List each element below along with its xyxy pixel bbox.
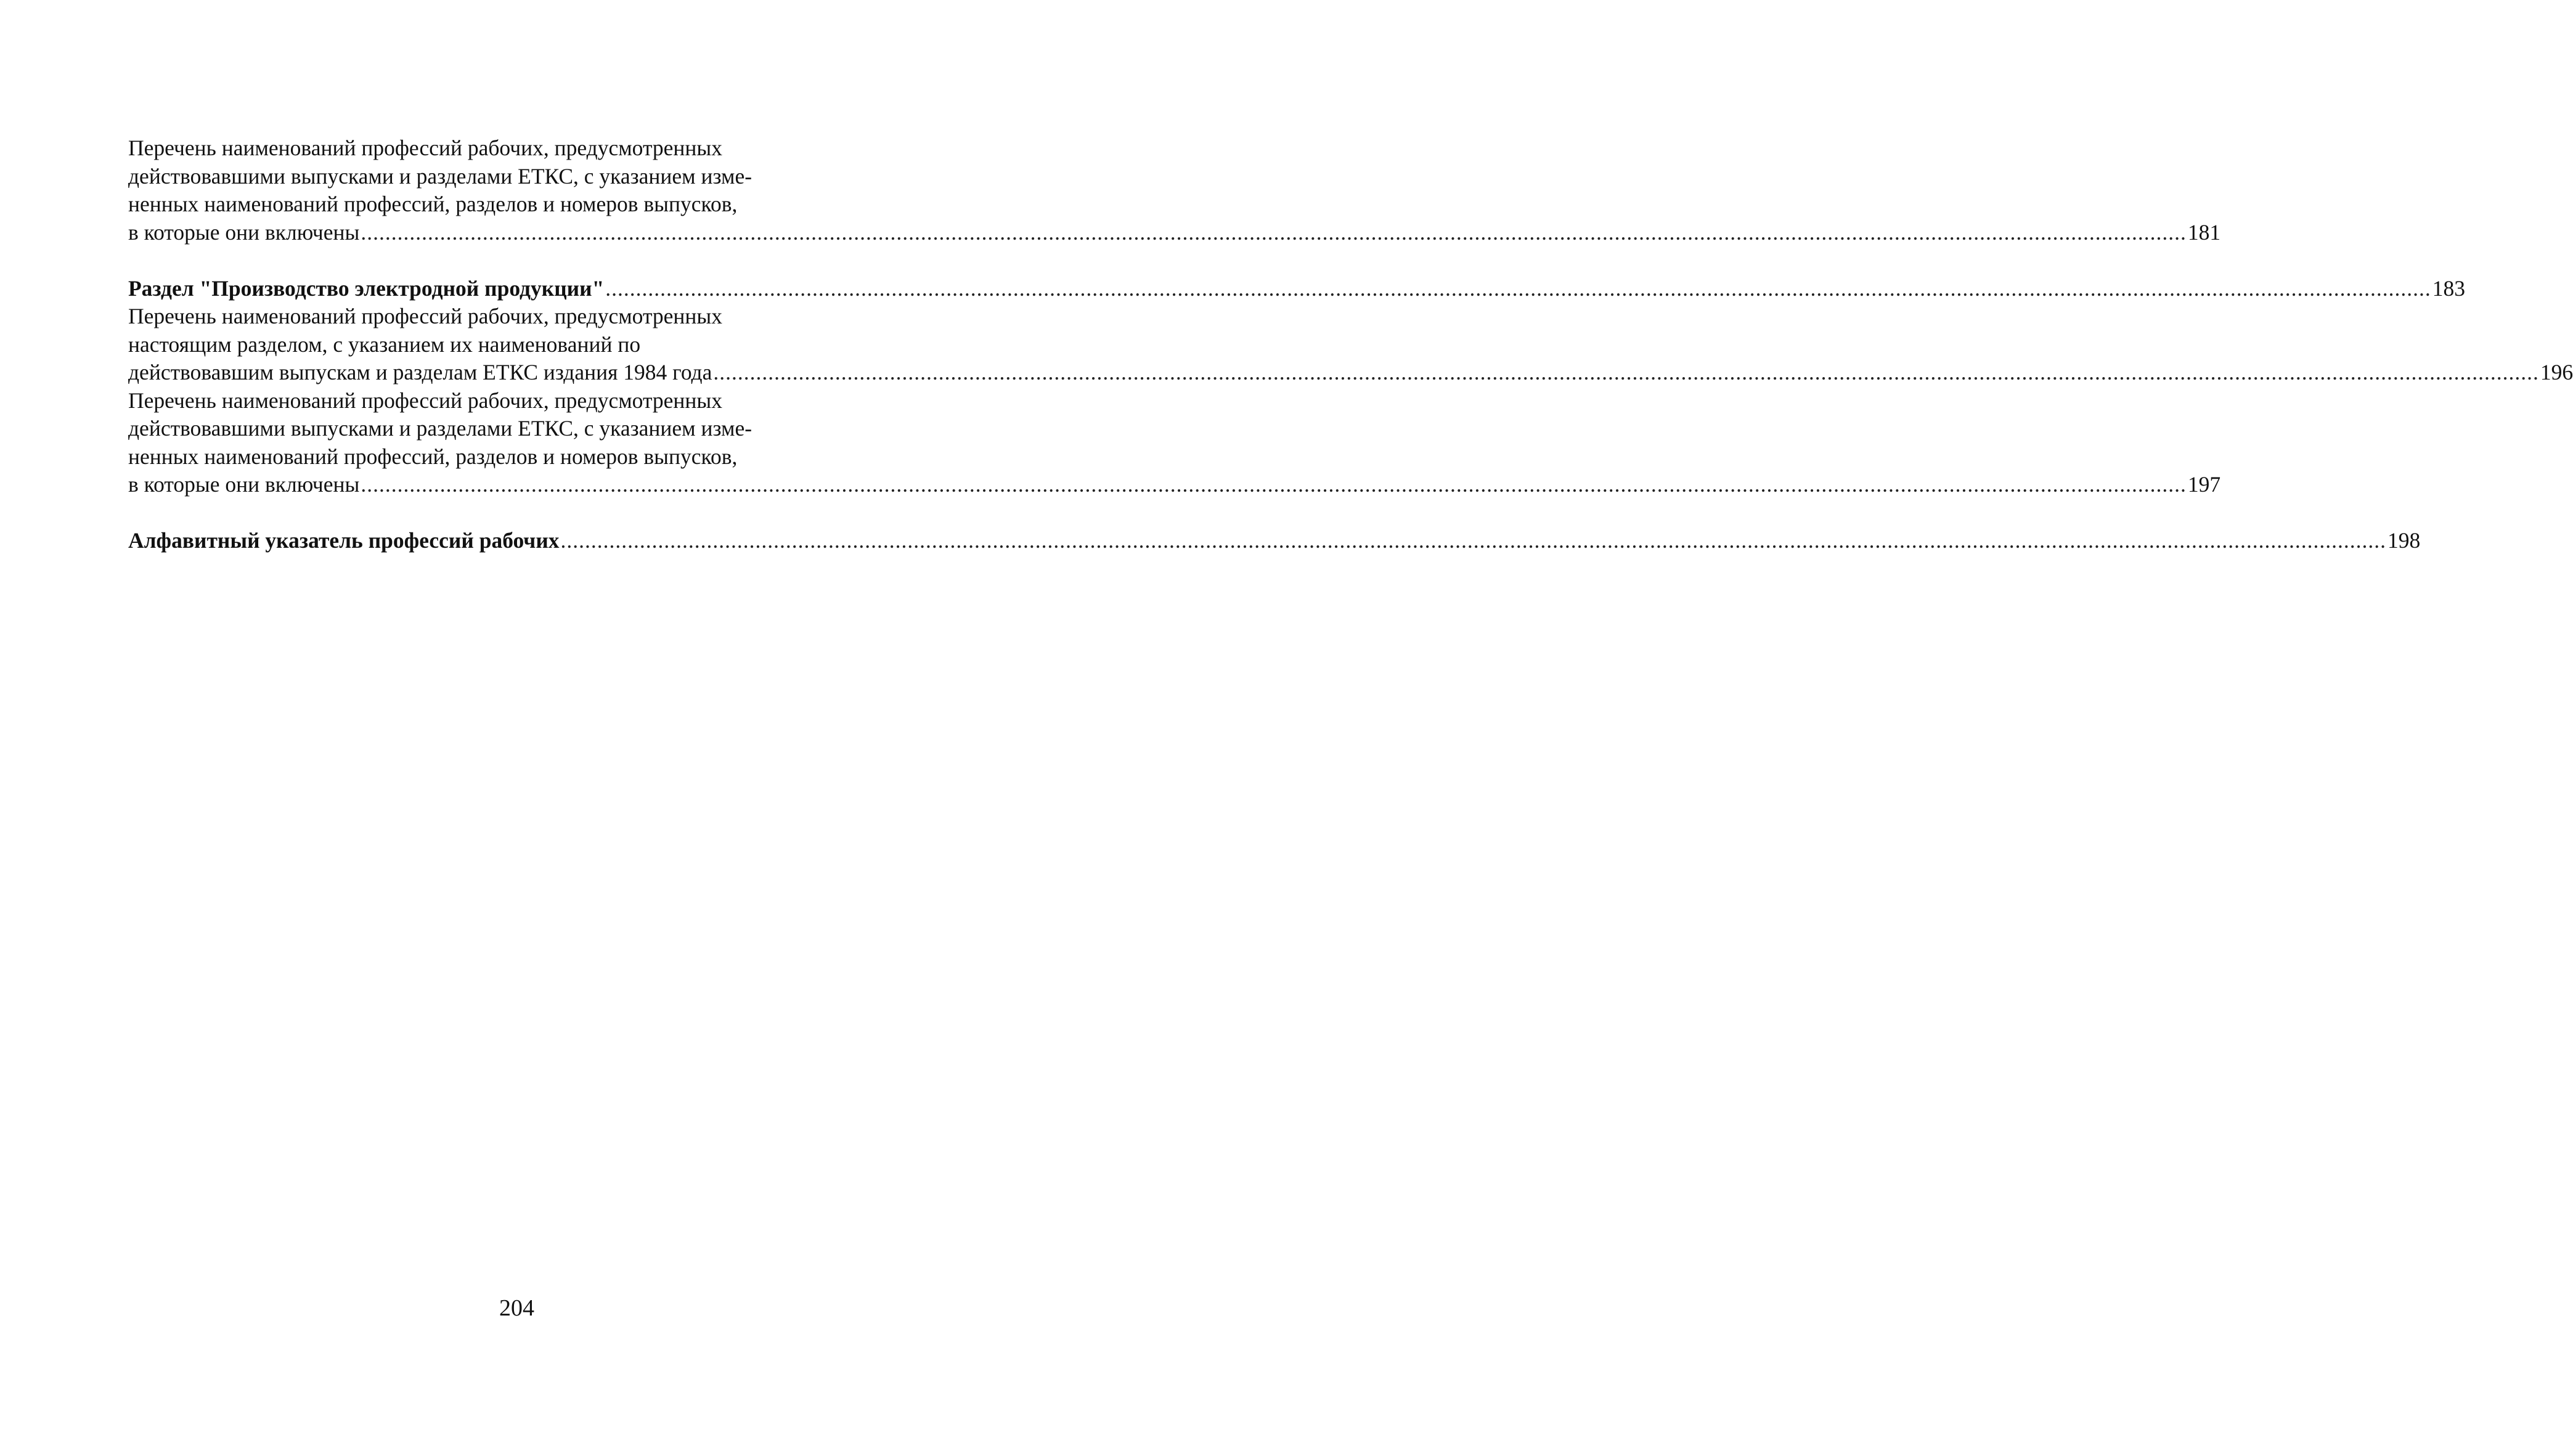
dot-leader: ............................................................................................................................................................................................................................................................................................................ xyxy=(605,275,2431,301)
toc-entry-text: действовавшим выпускам и разделам ЕТКС издания 1984 года xyxy=(128,360,712,384)
toc-entry-line: Перечень наименований профессий рабочих, предусмотренных xyxy=(128,388,723,413)
toc-entry[interactable] xyxy=(128,359,2573,387)
table-of-contents xyxy=(128,134,2573,555)
toc-index-heading[interactable] xyxy=(128,527,2421,555)
toc-page-number: 198 xyxy=(2387,528,2421,553)
toc-entry-line: Перечень наименований профессий рабочих, предусмотренных xyxy=(128,304,723,328)
toc-entry[interactable] xyxy=(128,471,2221,499)
toc-page-number: 181 xyxy=(2187,219,2221,245)
toc-section-heading[interactable] xyxy=(128,275,2466,303)
toc-entry-text: в которые они включены xyxy=(128,472,360,497)
toc-entry-line: настоящим разделом, с указанием их наименований по xyxy=(128,331,641,357)
toc-entry-line: Перечень наименований профессий рабочих, предусмотренных xyxy=(128,136,723,160)
spacer xyxy=(128,499,923,527)
toc-page-number: 183 xyxy=(2432,275,2466,301)
dot-leader: ............................................................................................................................................................................................................................................................................................................ xyxy=(361,219,2187,245)
toc-section-title: Раздел "Производство электродной продукции" xyxy=(128,275,605,301)
dot-leader: ............................................................................................................................................................................................................................................................................................................ xyxy=(713,360,2539,384)
toc-entry-text: в которые они включены xyxy=(128,219,360,245)
toc-page-number: 196 xyxy=(2540,360,2573,384)
toc-page-number: 197 xyxy=(2187,472,2221,497)
toc-entry-line: ненных наименований профессий, разделов и номеров выпусков, xyxy=(128,444,738,469)
dot-leader: ............................................................................................................................................................................................................................................................................................................ xyxy=(560,528,2387,553)
toc-entry-line: действовавшими выпусками и разделами ЕТКС, с указанием изме- xyxy=(128,163,752,189)
spacer xyxy=(128,246,923,275)
toc-entry-line: действовавшими выпусками и разделами ЕТКС, с указанием изме- xyxy=(128,416,752,441)
dot-leader: ............................................................................................................................................................................................................................................................................................................ xyxy=(361,472,2187,497)
page-number: 204 xyxy=(499,1295,534,1321)
toc-index-title: Алфавитный указатель профессий рабочих xyxy=(128,528,560,553)
toc-entry-line: ненных наименований профессий, разделов и номеров выпусков, xyxy=(128,192,738,216)
toc-entry[interactable] xyxy=(128,219,2221,247)
